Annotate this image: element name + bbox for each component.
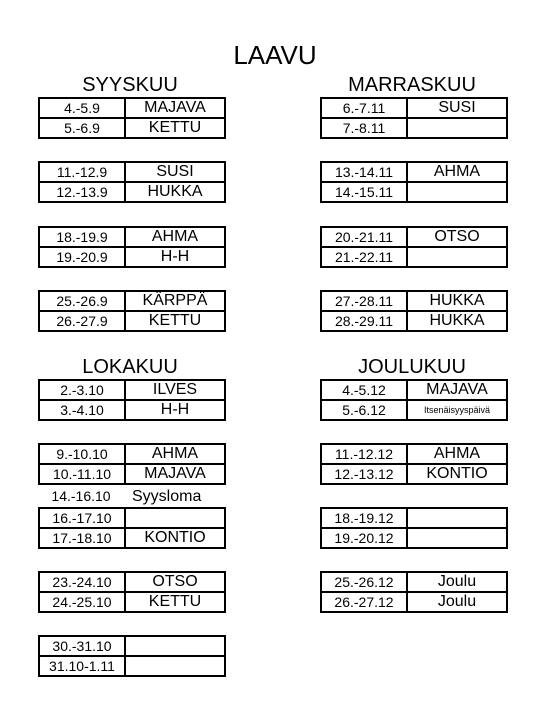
date-cell: 26.-27.9 <box>39 311 125 331</box>
group-cell: HUKKA <box>407 291 507 311</box>
schedule-table-lokakuu-1 <box>38 379 226 421</box>
table-row <box>39 247 225 267</box>
schedule-table-lokakuu-2 <box>38 443 226 485</box>
group-cell: ILVES <box>125 380 225 400</box>
schedule-table-marraskuu-1 <box>320 97 508 139</box>
table-row <box>321 247 507 267</box>
group-cell <box>407 528 507 548</box>
table-row <box>321 118 507 138</box>
table-row <box>39 508 225 528</box>
date-cell: 18.-19.9 <box>39 227 125 247</box>
schedule-table-marraskuu-3 <box>320 226 508 268</box>
holiday-label: Syysloma <box>132 488 202 505</box>
group-cell <box>125 656 225 676</box>
table-row <box>39 162 225 182</box>
month-heading-joulukuu: JOULUKUU <box>358 356 466 378</box>
table-row <box>321 528 507 548</box>
schedule-table-joulukuu-4 <box>320 571 508 613</box>
schedule-table-marraskuu-2 <box>320 161 508 203</box>
date-cell: 27.-28.11 <box>321 291 407 311</box>
schedule-table-syyskuu-2 <box>38 161 226 203</box>
group-cell: MAJAVA <box>125 98 225 118</box>
date-cell: 25.-26.12 <box>321 572 407 592</box>
schedule-table-lokakuu-4 <box>38 571 226 613</box>
date-cell: 25.-26.9 <box>39 291 125 311</box>
group-cell: H-H <box>125 247 225 267</box>
date-cell: 14.-15.11 <box>321 182 407 202</box>
group-cell: KETTU <box>125 592 225 612</box>
date-cell: 26.-27.12 <box>321 592 407 612</box>
date-cell: 3.-4.10 <box>39 400 125 420</box>
schedule-table-lokakuu-3 <box>38 507 226 549</box>
date-cell: 24.-25.10 <box>39 592 125 612</box>
date-cell: 11.-12.12 <box>321 444 407 464</box>
group-cell: AHMA <box>125 444 225 464</box>
table-row <box>39 182 225 202</box>
date-cell: 20.-21.11 <box>321 227 407 247</box>
date-cell: 11.-12.9 <box>39 162 125 182</box>
group-cell <box>125 508 225 528</box>
table-row <box>321 572 507 592</box>
month-heading-marraskuu: MARRASKUU <box>348 74 476 96</box>
date-cell: 31.10-1.11 <box>39 656 125 676</box>
group-cell: SUSI <box>407 98 507 118</box>
schedule-table-syyskuu-3 <box>38 226 226 268</box>
schedule-table-joulukuu-2 <box>320 443 508 485</box>
date-label: 14.-16.10 <box>51 488 111 504</box>
date-cell: 30.-31.10 <box>39 636 125 656</box>
table-row <box>321 400 507 420</box>
schedule-table-syyskuu-4 <box>38 290 226 332</box>
table-row <box>39 98 225 118</box>
date-cell: 5.-6.12 <box>321 400 407 420</box>
schedule-table-joulukuu-3 <box>320 507 508 549</box>
group-cell <box>407 182 507 202</box>
group-cell: H-H <box>125 400 225 420</box>
date-cell: 17.-18.10 <box>39 528 125 548</box>
table-row <box>321 464 507 484</box>
table-row <box>321 162 507 182</box>
table-row <box>39 118 225 138</box>
date-cell: 4.-5.9 <box>39 98 125 118</box>
date-cell: 7.-8.11 <box>321 118 407 138</box>
date-cell: 23.-24.10 <box>39 572 125 592</box>
schedule-table-marraskuu-4 <box>320 290 508 332</box>
table-row <box>39 227 225 247</box>
date-cell: 6.-7.11 <box>321 98 407 118</box>
group-cell: KETTU <box>125 311 225 331</box>
date-cell: 13.-14.11 <box>321 162 407 182</box>
group-cell <box>125 636 225 656</box>
date-cell: 18.-19.12 <box>321 508 407 528</box>
date-cell: 19.-20.9 <box>39 247 125 267</box>
table-row <box>39 400 225 420</box>
table-row <box>39 464 225 484</box>
month-heading-lokakuu: LOKAKUU <box>82 356 178 378</box>
date-cell: 5.-6.9 <box>39 118 125 138</box>
group-cell: MAJAVA <box>125 464 225 484</box>
group-cell: HUKKA <box>125 182 225 202</box>
table-row <box>321 380 507 400</box>
table-row <box>321 592 507 612</box>
group-cell: KONTIO <box>125 528 225 548</box>
group-cell: OTSO <box>125 572 225 592</box>
date-cell: 16.-17.10 <box>39 508 125 528</box>
table-row <box>39 636 225 656</box>
group-cell: KONTIO <box>407 464 507 484</box>
group-cell: MAJAVA <box>407 380 507 400</box>
date-cell: 12.-13.9 <box>39 182 125 202</box>
group-cell: KETTU <box>125 118 225 138</box>
group-cell: SUSI <box>125 162 225 182</box>
date-cell: 28.-29.11 <box>321 311 407 331</box>
date-cell: 4.-5.12 <box>321 380 407 400</box>
table-row <box>321 311 507 331</box>
table-row <box>321 98 507 118</box>
group-cell: HUKKA <box>407 311 507 331</box>
group-cell: KÄRPPÄ <box>125 291 225 311</box>
table-row <box>321 227 507 247</box>
date-cell: 10.-11.10 <box>39 464 125 484</box>
table-row <box>321 291 507 311</box>
date-cell: 19.-20.12 <box>321 528 407 548</box>
table-row <box>321 508 507 528</box>
date-cell: 9.-10.10 <box>39 444 125 464</box>
month-heading-syyskuu: SYYSKUU <box>82 74 178 96</box>
holiday-cell: Itsenäisyyspäivä <box>407 400 507 420</box>
group-cell: Joulu <box>407 592 507 612</box>
table-row <box>39 380 225 400</box>
table-row <box>39 291 225 311</box>
date-cell: 21.-22.11 <box>321 247 407 267</box>
group-cell <box>407 247 507 267</box>
table-row <box>39 528 225 548</box>
schedule-table-syyskuu-1 <box>38 97 226 139</box>
table-row <box>321 182 507 202</box>
schedule-table-lokakuu-5 <box>38 635 226 677</box>
table-row <box>39 592 225 612</box>
date-cell: 2.-3.10 <box>39 380 125 400</box>
syysloma-row <box>38 487 201 506</box>
group-cell <box>407 118 507 138</box>
table-row <box>39 572 225 592</box>
group-cell: AHMA <box>407 162 507 182</box>
table-row <box>39 656 225 676</box>
group-cell: AHMA <box>125 227 225 247</box>
table-row <box>39 311 225 331</box>
group-cell: OTSO <box>407 227 507 247</box>
schedule-table-joulukuu-1 <box>320 379 508 421</box>
page-title: LAAVU <box>233 40 317 70</box>
group-cell <box>407 508 507 528</box>
group-cell: Joulu <box>407 572 507 592</box>
table-row <box>321 444 507 464</box>
date-cell: 12.-13.12 <box>321 464 407 484</box>
group-cell: AHMA <box>407 444 507 464</box>
table-row <box>39 444 225 464</box>
